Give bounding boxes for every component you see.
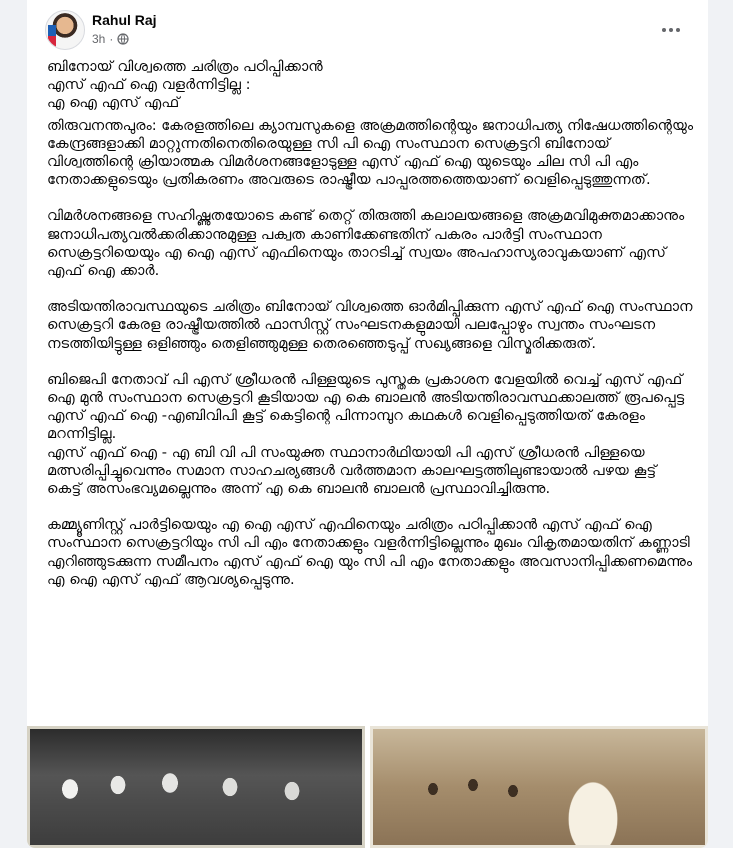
post-paragraph: അടിയന്തിരാവസ്ഥയുടെ ചരിത്രം ബിനോയ് വിശ്വത്തെ ഓർമിപ്പിക്കുന്ന എസ് എഫ് ഐ സംസ്ഥാന സെക്രട്ടറി കേരള രാഷ്ട്രീയത്തിൽ ഫാസിസ്റ്റ് സംഘടനകളുമായി പലപ്പോഴും സ്വന്തം സംഘടന നടത്തിയിട്ടുള്ള ഒളിഞ്ഞും തെളിഞ്ഞുമുള്ള തെരഞ്ഞെടുപ്പ് സഖ്യങ്ങളെ വിസ്മരിക്കരുത്. xyxy=(47,298,693,352)
post-photo-2[interactable] xyxy=(370,726,708,848)
post-headline: ബിനോയ് വിശ്വത്തെ ചരിത്രം പഠിപ്പിക്കാൻ എസ് എഫ് ഐ വളർന്നിട്ടില്ല : എ ഐ എസ് എഫ് xyxy=(47,58,323,112)
more-options-icon[interactable] xyxy=(657,16,685,44)
post-meta xyxy=(92,32,129,46)
post-time[interactable]: 3h xyxy=(92,32,106,46)
post-photo-1[interactable] xyxy=(27,726,365,848)
post-body xyxy=(47,58,695,607)
globe-icon[interactable] xyxy=(117,33,129,45)
post-photos xyxy=(27,726,708,848)
post-card xyxy=(27,0,708,848)
flag-icon xyxy=(48,25,56,47)
post-header xyxy=(45,10,685,50)
meta-separator: · xyxy=(109,32,114,46)
avatar[interactable] xyxy=(45,10,85,50)
post-paragraph: വിമർശനങ്ങളെ സഹിഷ്ണുതയോടെ കണ്ട് തെറ്റ് തിരുത്തി കലാലയങ്ങളെ അക്രമവിമുക്തമാക്കാനും ജനാധിപത്യവൽക്കരിക്കാനുമുള്ള പക്വത കാണിക്കേണ്ടതിന് പകരം പാർട്ടി സംസ്ഥാന സെക്രട്ടറിയെയും എ ഐ എസ് എഫിനെയും താറടിച്ച് സ്വയം അപഹാസ്യരാവുകയാണ് എസ് എഫ് ഐ ക്കാർ. xyxy=(47,207,685,280)
author-name[interactable]: Rahul Raj xyxy=(92,12,157,28)
post-paragraph: തിരുവനന്തപുരം: കേരളത്തിലെ ക്യാമ്പസുകളെ അക്രമത്തിന്റെയും ജനാധിപത്യ നിഷേധത്തിന്റെയും കേന്ദ്രങ്ങളാക്കി മാറ്റുന്നതിനെതിരെയുള്ള സി പി ഐ സംസ്ഥാന സെക്രട്ടറി ബിനോയ് വിശ്വത്തിന്റെ ക്രിയാത്മക വിമർശനങ്ങളോടുള്ള എസ് എഫ് ഐ യുടെയും ചില സി പി എം നേതാക്കളുടെയും പ്രതികരണം അവരുടെ രാഷ്ട്രീയ പാപ്പരത്തത്തെയാണ് വെളിപ്പെടുത്തുന്നത്. xyxy=(47,116,694,189)
post-paragraph: ബിജെപി നേതാവ് പി എസ് ശ്രീധരൻ പിള്ളയുടെ പുസ്തക പ്രകാശന വേളയിൽ വെച്ച് എസ് എഫ് ഐ മുൻ സംസ്ഥാന സെക്രട്ടറി കൂടിയായ എ കെ ബാലൻ അടിയന്തിരാവസ്ഥക്കാലത്ത് രൂപപ്പെട്ട എസ് എഫ് ഐ -എബിവിപി കൂട്ട് കെട്ടിന്റെ പിന്നാമ്പുറ കഥകൾ വെളിപ്പെടുത്തിയത് കേരളം മറന്നിട്ടില്ല. എസ് എഫ് ഐ - എ ബി വി പി സംയുക്ത സ്ഥാനാർഥിയായി പി എസ് ശ്രീധരൻ പിള്ളയെ മത്സരിപ്പിച്ചുവെന്നും സമാന സാഹചര്യങ്ങൾ വർത്തമാന കാലഘട്ടത്തിലുണ്ടായാൽ പഴയ കൂട്ട് കെട്ട് അസംഭവ്യമല്ലെന്നും അന്ന് എ കെ ബാലൻ ബാലൻ പ്രസ്ഥാവിച്ചിരുന്നു. xyxy=(47,370,685,498)
post-paragraph: കമ്മ്യൂണിസ്റ്റ് പാർട്ടിയെയും എ ഐ എസ് എഫിനെയും ചരിത്രം പഠിപ്പിക്കാൻ എസ് എഫ് ഐ സംസ്ഥാന സെക്രട്ടറിയും സി പി എം നേതാക്കളും വളർന്നിട്ടില്ലെന്നും മുഖം വികൃതമായതിന് കണ്ണാടി എറിഞ്ഞുടക്കുന്ന സമീപനം എസ് എഫ് ഐ യും സി പി എം നേതാക്കളും അവസാനിപ്പിക്കണമെന്നും എ ഐ എസ് എഫ് ആവശ്യപ്പെടുന്നു. xyxy=(47,516,693,588)
